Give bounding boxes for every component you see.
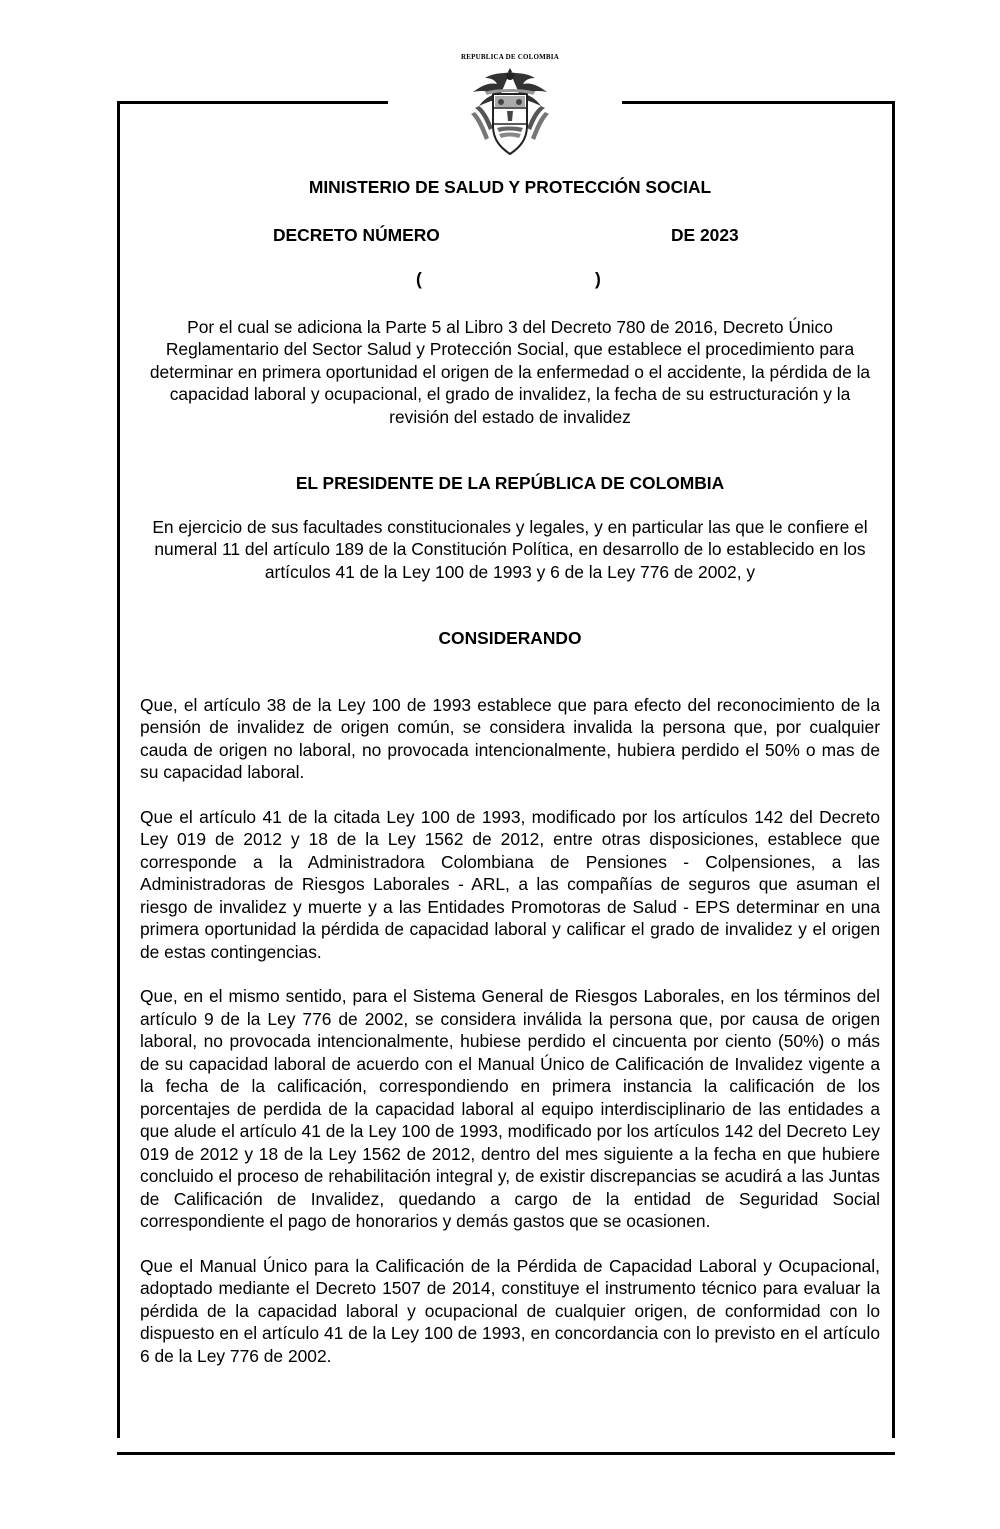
republic-label: REPUBLICA DE COLOMBIA xyxy=(461,53,559,61)
considerando-heading: CONSIDERANDO xyxy=(438,628,582,648)
frame-top-left-line xyxy=(117,101,388,104)
frame-top-right-line xyxy=(622,101,895,104)
frame-left-line xyxy=(117,101,120,1438)
president-heading: EL PRESIDENTE DE LA REPÚBLICA DE COLOMBIA xyxy=(295,473,725,493)
considerando-paragraph: Que, en el mismo sentido, para el Sistema General de Riesgos Laborales, en los términos del artículo 9 de la Ley 776 de 2002, se considera inválida la persona que, por causa de origen laboral, no provocada intencionalmente, hubiese perdido el cincuenta por ciento (50%) o más de su capacidad laboral de acuerdo con el Manual Único de Calificación de Invalidez vigente a la fecha de la calificación, correspondiendo en primera instancia la calificación de los porcentajes de perdida de la capacidad laboral al equipo interdisciplinario de las entidades a que alude el artículo 41 de la Ley 100 de 1993, modificado por los artículos 142 del Decreto Ley 019 de 2012 y 18 de la Ley 1562 de 2012, dentro del mes siguiente a la fecha en que hubiere concluido el proceso de rehabilitación integral y, de existir discrepancias se acudirá a las Juntas de Calificación de Invalidez, quedando a cargo de la entidad de Seguridad Social correspondiente el pago de honorarios y demás gastos que se ocasionen. xyxy=(140,986,880,1231)
paren-open: ( xyxy=(416,268,422,289)
frame-bottom-line xyxy=(117,1452,895,1455)
frame-right-line xyxy=(892,101,895,1438)
decree-number-line xyxy=(140,224,880,246)
considerando-paragraph: Que el artículo 41 de la citada Ley 100 de 1993, modificado por los artículos 142 del Decreto Ley 019 de 2012 y 18 de la Ley 1562 de 2012, entre otras disposiciones, establece que corresponde a la Administradora Colombiana de Pensiones - Colpensiones, a las Administradoras de Riesgos Laborales - ARL, a las compañías de seguros que asuman el riesgo de invalidez y muerte y a las Entidades Promotoras de Salud - EPS determinar en una primera oportunidad la pérdida de capacidad laboral y calificar el grado de invalidez y el origen de estas contingencias. xyxy=(140,806,880,962)
decree-epigraph: Por el cual se adiciona la Parte 5 al Libro 3 del Decreto 780 de 2016, Decreto Único Reglamentario del Sector Salud y Protección Social, que establece el procedimiento para determinar en primera oportunidad el origen de la enfermedad o el accidente, la pérdida de la capacidad laboral y ocupacional, el grado de invalidez, la fecha de su estructuración y la revisión del estado de invalidez xyxy=(149,316,871,427)
decree-label: DECRETO NÚMERO xyxy=(273,224,440,245)
considerando-paragraph: Que el Manual Único para la Calificación de la Pérdida de Capacidad Laboral y Ocupacional, adoptado mediante el Decreto 1507 de 2014, constituye el instrumento técnico para evaluar la pérdida de la capacidad laboral y ocupacional de cualquier origen, de conformidad con lo dispuesto en el artículo 41 de la Ley 100 de 1993, en concordancia con lo previsto en el artículo 6 de la Ley 776 de 2002. xyxy=(140,1255,880,1366)
powers-statement: En ejercicio de sus facultades constitucionales y legales, y en particular las que le confiere el numeral 11 del artículo 189 de la Constitución Política, en desarrollo de lo establecido en los artículos 41 de la Ley 100 de 1993 y 6 de la Ley 776 de 2002, y xyxy=(152,516,868,582)
paren-close: ) xyxy=(595,268,601,289)
considerando-paragraph: Que, el artículo 38 de la Ley 100 de 1993 establece que para efecto del reconocimiento de la pensión de invalidez de origen común, se considera invalida la persona que, por cualquier cauda de origen no laboral, no provocada intencionalmente, hubiera perdido el 50% o mas de su capacidad laboral. xyxy=(140,694,880,782)
decree-date-placeholder xyxy=(140,268,880,290)
colombia-coat-of-arms-icon xyxy=(465,68,555,160)
ministry-title: MINISTERIO DE SALUD Y PROTECCIÓN SOCIAL xyxy=(308,177,712,197)
decree-year: DE 2023 xyxy=(671,224,739,245)
document-body xyxy=(140,176,880,1367)
